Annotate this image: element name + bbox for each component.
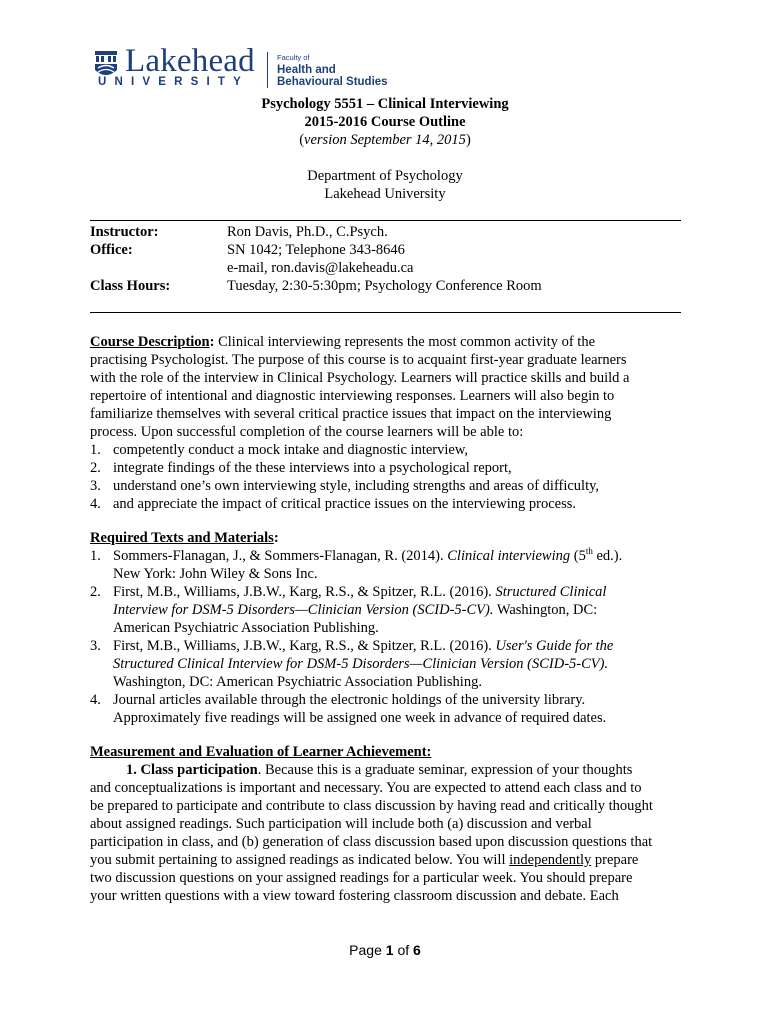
text-3-line-1: First, M.B., Williams, J.B.W., Karg, R.S., & Spitzer, R.L. (2016). User's Guide for the bbox=[113, 638, 614, 654]
outcome-number: 4. bbox=[90, 496, 101, 512]
evaluation-line-2: and conceptualizations is important and necessary. You are expected to attend each class and to bbox=[90, 780, 642, 796]
faculty-name-line1: Health and bbox=[277, 64, 336, 76]
evaluation-line-3: be prepared to participate and contribute to class discussion by having read and critically thought bbox=[90, 798, 653, 814]
office-label: Office: bbox=[90, 242, 133, 258]
required-texts-heading: Required Texts and Materials: bbox=[90, 530, 279, 546]
description-line-2: practising Psychologist. The purpose of this course is to acquaint first-year graduate learners bbox=[90, 352, 627, 368]
version-date: version September 14, 2015 bbox=[304, 132, 466, 148]
logo-university: UNIVERSITY bbox=[98, 76, 250, 88]
text-1-line-2: New York: John Wiley & Sons Inc. bbox=[113, 566, 318, 582]
outcome-item: competently conduct a mock intake and diagnostic interview, bbox=[113, 442, 469, 458]
instructor-label: Instructor: bbox=[90, 224, 159, 240]
evaluation-line-7: two discussion questions on your assigned readings for a particular week. You should prepare bbox=[90, 870, 633, 886]
logo-wordmark: Lakehead bbox=[125, 43, 255, 79]
version-line: (version September 14, 2015) bbox=[299, 132, 471, 148]
description-line-6: process. Upon successful completion of the course learners will be able to: bbox=[90, 424, 524, 440]
page-total: 6 bbox=[413, 942, 421, 958]
text-number: 2. bbox=[90, 584, 101, 600]
class-hours-label: Class Hours: bbox=[90, 278, 171, 294]
text-4-line-2: Approximately five readings will be assigned one week in advance of required dates. bbox=[113, 710, 607, 726]
description-line-3: with the role of the interview in Clinical Psychology. Learners will practice skills and build a bbox=[90, 370, 630, 386]
text-2-line-1: First, M.B., Williams, J.B.W., Karg, R.S., & Spitzer, R.L. (2016). Structured Clinical bbox=[113, 584, 607, 600]
faculty-name-line2: Behavioural Studies bbox=[277, 76, 388, 88]
class-hours-value: Tuesday, 2:30-5:30pm; Psychology Conference Room bbox=[227, 278, 542, 294]
faculty-of: Faculty of bbox=[277, 53, 310, 62]
course-title: Psychology 5551 – Clinical Interviewing bbox=[261, 96, 509, 112]
page-footer: Page 1 of 6 bbox=[349, 942, 421, 958]
evaluation-line-4: about assigned readings. Such participation will include both (a) discussion and verbal bbox=[90, 816, 592, 832]
course-outline-title: 2015-2016 Course Outline bbox=[304, 114, 466, 130]
instructor-value: Ron Davis, Ph.D., C.Psych. bbox=[227, 224, 388, 240]
class-participation-heading: 1. Class participation bbox=[126, 762, 258, 778]
lakehead-logo bbox=[93, 43, 393, 92]
office-value: SN 1042; Telephone 343-8646 bbox=[227, 242, 405, 258]
outcome-item: understand one’s own interviewing style, including strengths and areas of difficulty, bbox=[113, 478, 600, 494]
logo-divider bbox=[267, 52, 268, 88]
department: Department of Psychology bbox=[307, 168, 463, 184]
bottom-rule bbox=[90, 312, 681, 313]
description-line-5: familiarize themselves with several critical practice issues that impact on the interviewing bbox=[90, 406, 612, 422]
outcome-number: 3. bbox=[90, 478, 101, 494]
text-1-title: Clinical interviewing bbox=[447, 548, 571, 564]
top-rule bbox=[90, 220, 681, 221]
outcome-number: 2. bbox=[90, 460, 101, 476]
text-2-line-3: American Psychiatric Association Publishing. bbox=[113, 620, 379, 636]
course-description-heading: Course Description bbox=[90, 334, 210, 350]
text-2-line-2: Interview for DSM-5 Disorders—Clinician Version (SCID-5-CV). Washington, DC: bbox=[113, 602, 598, 618]
outcome-number: 1. bbox=[90, 442, 101, 458]
text-number: 1. bbox=[90, 548, 101, 564]
evaluation-line-5: participation in class, and (b) generation of class discussion based upon discussion questions that bbox=[90, 834, 653, 850]
evaluation-heading: Measurement and Evaluation of Learner Achievement: bbox=[90, 744, 432, 760]
outcome-item: and appreciate the impact of critical practice issues on the interviewing process. bbox=[113, 496, 577, 512]
outcome-item: integrate findings of the these interviews into a psychological report, bbox=[113, 460, 512, 476]
evaluation-line-1: 1. Class participation. Because this is a graduate seminar, expression of your thoughts bbox=[126, 762, 633, 778]
description-line-4: repertoire of intentional and diagnostic interviewing responses. Learners will also begin to bbox=[90, 388, 615, 404]
university-name: Lakehead University bbox=[324, 186, 446, 202]
evaluation-line-6: you submit pertaining to assigned readings as indicated below. You will independently prepare bbox=[90, 852, 639, 868]
independently-underlined: independently bbox=[509, 852, 592, 868]
evaluation-line-8: your written questions with a view toward fostering classroom discussion and debate. Each bbox=[90, 888, 619, 904]
text-3-line-2: Structured Clinical Interview for DSM-5 Disorders—Clinician Version (SCID-5-CV). bbox=[113, 656, 609, 672]
email-value: e-mail, ron.davis@lakeheadu.ca bbox=[227, 260, 414, 276]
text-1-line-1: Sommers-Flanagan, J., & Sommers-Flanagan, R. (2014). Clinical interviewing (5th ed.). bbox=[113, 546, 623, 564]
description-line-1: Course Description: Clinical interviewing represents the most common activity of the bbox=[90, 334, 596, 350]
text-3-line-3: Washington, DC: American Psychiatric Association Publishing. bbox=[113, 674, 482, 690]
page-number: 1 bbox=[385, 942, 394, 958]
text-number: 4. bbox=[90, 692, 101, 708]
text-number: 3. bbox=[90, 638, 101, 654]
text-4-line-1: Journal articles available through the electronic holdings of the university library. bbox=[113, 692, 586, 708]
